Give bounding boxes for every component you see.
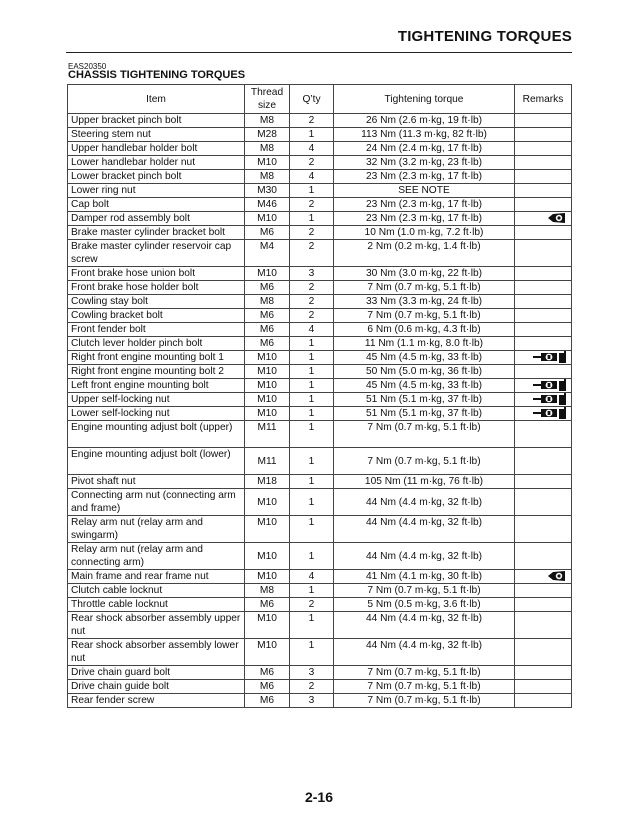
item-cell: Cowling stay bolt (68, 295, 245, 309)
remarks-cell (515, 240, 572, 267)
table-row (68, 337, 572, 351)
thread-size-cell: M10 (245, 156, 290, 170)
item-cell: Damper rod assembly bolt (68, 212, 245, 226)
torque-cell: 7 Nm (0.7 m·kg, 5.1 ft·lb) (334, 448, 515, 475)
torque-cell: 6 Nm (0.6 m·kg, 4.3 ft·lb) (334, 323, 515, 337)
torque-cell: 23 Nm (2.3 m·kg, 17 ft·lb) (334, 212, 515, 226)
thread-size-cell: M4 (245, 240, 290, 267)
table-row (68, 379, 572, 393)
remarks-cell (515, 680, 572, 694)
torque-cell: 7 Nm (0.7 m·kg, 5.1 ft·lb) (334, 666, 515, 680)
qty-cell: 4 (290, 170, 334, 184)
thread-size-cell: M8 (245, 114, 290, 128)
thread-size-cell: M10 (245, 407, 290, 421)
qty-cell: 1 (290, 393, 334, 407)
qty-cell: 2 (290, 309, 334, 323)
remarks-cell (515, 170, 572, 184)
torque-cell: 10 Nm (1.0 m·kg, 7.2 ft·lb) (334, 226, 515, 240)
remarks-cell (515, 323, 572, 337)
item-cell: Brake master cylinder reservoir cap screw (68, 240, 245, 267)
torque-cell: 44 Nm (4.4 m·kg, 32 ft·lb) (334, 543, 515, 570)
table-row (68, 516, 572, 543)
table-row (68, 475, 572, 489)
remarks-cell (515, 393, 572, 407)
item-cell: Front brake hose union bolt (68, 267, 245, 281)
item-cell: Throttle cable locknut (68, 598, 245, 612)
remarks-cell (515, 142, 572, 156)
molybdenum-grease-icon (533, 351, 567, 363)
torque-cell: 105 Nm (11 m·kg, 76 ft·lb) (334, 475, 515, 489)
remarks-cell (515, 639, 572, 666)
torque-cell: 7 Nm (0.7 m·kg, 5.1 ft·lb) (334, 680, 515, 694)
item-cell: Upper self-locking nut (68, 393, 245, 407)
table-row (68, 184, 572, 198)
thread-size-cell: M6 (245, 281, 290, 295)
thread-size-cell: M10 (245, 570, 290, 584)
torque-cell: 7 Nm (0.7 m·kg, 5.1 ft·lb) (334, 584, 515, 598)
qty-cell: 2 (290, 295, 334, 309)
thread-size-cell: M6 (245, 323, 290, 337)
qty-cell: 2 (290, 680, 334, 694)
thread-size-cell: M8 (245, 142, 290, 156)
qty-cell: 1 (290, 421, 334, 448)
remarks-cell (515, 543, 572, 570)
remarks-cell (515, 612, 572, 639)
item-cell: Cap bolt (68, 198, 245, 212)
remarks-cell (515, 295, 572, 309)
thread-size-cell: M10 (245, 543, 290, 570)
remarks-cell (515, 598, 572, 612)
item-cell: Drive chain guard bolt (68, 666, 245, 680)
item-cell: Main frame and rear frame nut (68, 570, 245, 584)
torque-cell: 44 Nm (4.4 m·kg, 32 ft·lb) (334, 489, 515, 516)
remarks-cell (515, 694, 572, 708)
qty-cell: 1 (290, 351, 334, 365)
qty-cell: 4 (290, 323, 334, 337)
thread-size-cell: M6 (245, 666, 290, 680)
torque-cell: 50 Nm (5.0 m·kg, 36 ft·lb) (334, 365, 515, 379)
remarks-cell (515, 267, 572, 281)
qty-cell: 2 (290, 226, 334, 240)
item-cell: Lower ring nut (68, 184, 245, 198)
qty-cell: 1 (290, 489, 334, 516)
molybdenum-grease-icon (533, 393, 567, 405)
remarks-cell (515, 489, 572, 516)
page-title: TIGHTENING TORQUES (397, 28, 572, 45)
remarks-cell (515, 184, 572, 198)
torque-cell: 113 Nm (11.3 m·kg, 82 ft·lb) (334, 128, 515, 142)
thread-size-cell: M6 (245, 226, 290, 240)
torque-cell: 11 Nm (1.1 m·kg, 8.0 ft·lb) (334, 337, 515, 351)
item-cell: Front fender bolt (68, 323, 245, 337)
item-cell: Engine mounting adjust bolt (upper) (68, 421, 245, 448)
qty-cell: 1 (290, 212, 334, 226)
item-cell: Pivot shaft nut (68, 475, 245, 489)
table-row (68, 212, 572, 226)
qty-cell: 1 (290, 584, 334, 598)
thread-size-cell: M6 (245, 694, 290, 708)
remarks-cell (515, 156, 572, 170)
torque-cell: 51 Nm (5.1 m·kg, 37 ft·lb) (334, 393, 515, 407)
remarks-cell (515, 365, 572, 379)
page-number: 2-16 (304, 789, 334, 805)
table-row (68, 570, 572, 584)
thread-size-cell: M10 (245, 639, 290, 666)
thread-size-cell: M10 (245, 612, 290, 639)
remarks-cell (515, 475, 572, 489)
column-header-thread-size: Thread size (245, 85, 290, 114)
torque-cell: 2 Nm (0.2 m·kg, 1.4 ft·lb) (334, 240, 515, 267)
thread-size-cell: M10 (245, 351, 290, 365)
qty-cell: 2 (290, 156, 334, 170)
torque-cell: 26 Nm (2.6 m·kg, 19 ft·lb) (334, 114, 515, 128)
table-row (68, 226, 572, 240)
thread-size-cell: M10 (245, 393, 290, 407)
section-title: CHASSIS TIGHTENING TORQUES (68, 69, 246, 81)
qty-cell: 2 (290, 598, 334, 612)
qty-cell: 1 (290, 639, 334, 666)
thread-size-cell: M6 (245, 309, 290, 323)
qty-cell: 1 (290, 407, 334, 421)
torque-cell: SEE NOTE (334, 184, 515, 198)
table-row (68, 267, 572, 281)
table-row (68, 156, 572, 170)
remarks-cell (515, 421, 572, 448)
item-cell: Brake master cylinder bracket bolt (68, 226, 245, 240)
remarks-cell (515, 516, 572, 543)
thread-size-cell: M11 (245, 448, 290, 475)
qty-cell: 1 (290, 612, 334, 639)
item-cell: Right front engine mounting bolt 1 (68, 351, 245, 365)
table-row (68, 680, 572, 694)
molybdenum-grease-icon (533, 407, 567, 419)
qty-cell: 2 (290, 281, 334, 295)
torque-cell: 41 Nm (4.1 m·kg, 30 ft·lb) (334, 570, 515, 584)
table-row (68, 240, 572, 267)
item-cell: Steering stem nut (68, 128, 245, 142)
thread-size-cell: M8 (245, 584, 290, 598)
table-row (68, 393, 572, 407)
table-row (68, 365, 572, 379)
qty-cell: 1 (290, 337, 334, 351)
table-row (68, 666, 572, 680)
remarks-cell (515, 337, 572, 351)
qty-cell: 1 (290, 184, 334, 198)
remarks-cell (515, 226, 572, 240)
table-row (68, 694, 572, 708)
qty-cell: 1 (290, 379, 334, 393)
table-row (68, 309, 572, 323)
qty-cell: 1 (290, 128, 334, 142)
thread-size-cell: M10 (245, 212, 290, 226)
item-cell: Left front engine mounting bolt (68, 379, 245, 393)
qty-cell: 4 (290, 142, 334, 156)
item-cell: Clutch cable locknut (68, 584, 245, 598)
torque-cell: 24 Nm (2.4 m·kg, 17 ft·lb) (334, 142, 515, 156)
column-header-tightening-torque: Tightening torque (334, 85, 515, 114)
torque-cell: 23 Nm (2.3 m·kg, 17 ft·lb) (334, 170, 515, 184)
qty-cell: 2 (290, 198, 334, 212)
column-header-item: Item (68, 85, 245, 114)
table-row (68, 489, 572, 516)
remarks-cell (515, 114, 572, 128)
item-cell: Lower handlebar holder nut (68, 156, 245, 170)
qty-cell: 1 (290, 448, 334, 475)
qty-cell: 3 (290, 666, 334, 680)
item-cell: Relay arm nut (relay arm and swingarm) (68, 516, 245, 543)
qty-cell: 2 (290, 114, 334, 128)
item-cell: Lower bracket pinch bolt (68, 170, 245, 184)
torque-table (67, 84, 572, 708)
item-cell: Right front engine mounting bolt 2 (68, 365, 245, 379)
qty-cell: 1 (290, 365, 334, 379)
qty-cell: 3 (290, 267, 334, 281)
torque-cell: 7 Nm (0.7 m·kg, 5.1 ft·lb) (334, 421, 515, 448)
column-header-qty: Q’ty (290, 85, 334, 114)
remarks-cell (515, 128, 572, 142)
item-cell: Rear fender screw (68, 694, 245, 708)
qty-cell: 4 (290, 570, 334, 584)
torque-cell: 44 Nm (4.4 m·kg, 32 ft·lb) (334, 516, 515, 543)
item-cell: Upper handlebar holder bolt (68, 142, 245, 156)
table-row (68, 114, 572, 128)
torque-cell: 7 Nm (0.7 m·kg, 5.1 ft·lb) (334, 281, 515, 295)
qty-cell: 1 (290, 543, 334, 570)
thread-size-cell: M6 (245, 680, 290, 694)
thread-size-cell: M8 (245, 170, 290, 184)
item-cell: Cowling bracket bolt (68, 309, 245, 323)
qty-cell: 1 (290, 475, 334, 489)
qty-cell: 3 (290, 694, 334, 708)
header-divider (66, 52, 572, 53)
column-header-remarks: Remarks (515, 85, 572, 114)
thread-size-cell: M10 (245, 489, 290, 516)
table-row (68, 612, 572, 639)
section-code: EAS20350 (68, 62, 107, 71)
qty-cell: 2 (290, 240, 334, 267)
remarks-cell (515, 584, 572, 598)
remarks-cell (515, 448, 572, 475)
lock-agent-icon (547, 212, 567, 224)
torque-cell: 7 Nm (0.7 m·kg, 5.1 ft·lb) (334, 309, 515, 323)
table-row (68, 351, 572, 365)
item-cell: Connecting arm nut (connecting arm and frame) (68, 489, 245, 516)
table-row (68, 584, 572, 598)
thread-size-cell: M11 (245, 421, 290, 448)
remarks-cell (515, 212, 572, 226)
remarks-cell (515, 666, 572, 680)
table-row (68, 281, 572, 295)
thread-size-cell: M30 (245, 184, 290, 198)
table-row (68, 598, 572, 612)
table-row (68, 407, 572, 421)
remarks-cell (515, 407, 572, 421)
item-cell: Lower self-locking nut (68, 407, 245, 421)
torque-cell: 30 Nm (3.0 m·kg, 22 ft·lb) (334, 267, 515, 281)
thread-size-cell: M6 (245, 598, 290, 612)
table-row (68, 323, 572, 337)
torque-cell: 45 Nm (4.5 m·kg, 33 ft·lb) (334, 379, 515, 393)
remarks-cell (515, 570, 572, 584)
torque-cell: 32 Nm (3.2 m·kg, 23 ft·lb) (334, 156, 515, 170)
thread-size-cell: M18 (245, 475, 290, 489)
thread-size-cell: M10 (245, 365, 290, 379)
item-cell: Front brake hose holder bolt (68, 281, 245, 295)
torque-cell: 33 Nm (3.3 m·kg, 24 ft·lb) (334, 295, 515, 309)
torque-cell: 7 Nm (0.7 m·kg, 5.1 ft·lb) (334, 694, 515, 708)
item-cell: Rear shock absorber assembly lower nut (68, 639, 245, 666)
torque-cell: 51 Nm (5.1 m·kg, 37 ft·lb) (334, 407, 515, 421)
thread-size-cell: M6 (245, 337, 290, 351)
table-row (68, 198, 572, 212)
table-row (68, 421, 572, 448)
item-cell: Rear shock absorber assembly upper nut (68, 612, 245, 639)
remarks-cell (515, 198, 572, 212)
remarks-cell (515, 351, 572, 365)
table-row (68, 448, 572, 475)
remarks-cell (515, 281, 572, 295)
torque-cell: 44 Nm (4.4 m·kg, 32 ft·lb) (334, 612, 515, 639)
item-cell: Drive chain guide bolt (68, 680, 245, 694)
item-cell: Clutch lever holder pinch bolt (68, 337, 245, 351)
molybdenum-grease-icon (533, 379, 567, 391)
qty-cell: 1 (290, 516, 334, 543)
thread-size-cell: M8 (245, 295, 290, 309)
thread-size-cell: M10 (245, 267, 290, 281)
table-row (68, 128, 572, 142)
table-row (68, 142, 572, 156)
table-row (68, 295, 572, 309)
table-row (68, 543, 572, 570)
torque-cell: 45 Nm (4.5 m·kg, 33 ft·lb) (334, 351, 515, 365)
thread-size-cell: M28 (245, 128, 290, 142)
torque-cell: 23 Nm (2.3 m·kg, 17 ft·lb) (334, 198, 515, 212)
item-cell: Upper bracket pinch bolt (68, 114, 245, 128)
lock-agent-icon (547, 570, 567, 582)
thread-size-cell: M10 (245, 516, 290, 543)
table-row (68, 170, 572, 184)
table-header-row (68, 85, 572, 114)
torque-cell: 44 Nm (4.4 m·kg, 32 ft·lb) (334, 639, 515, 666)
thread-size-cell: M46 (245, 198, 290, 212)
thread-size-cell: M10 (245, 379, 290, 393)
item-cell: Relay arm nut (relay arm and connecting arm) (68, 543, 245, 570)
remarks-cell (515, 379, 572, 393)
table-row (68, 639, 572, 666)
remarks-cell (515, 309, 572, 323)
torque-cell: 5 Nm (0.5 m·kg, 3.6 ft·lb) (334, 598, 515, 612)
item-cell: Engine mounting adjust bolt (lower) (68, 448, 245, 475)
